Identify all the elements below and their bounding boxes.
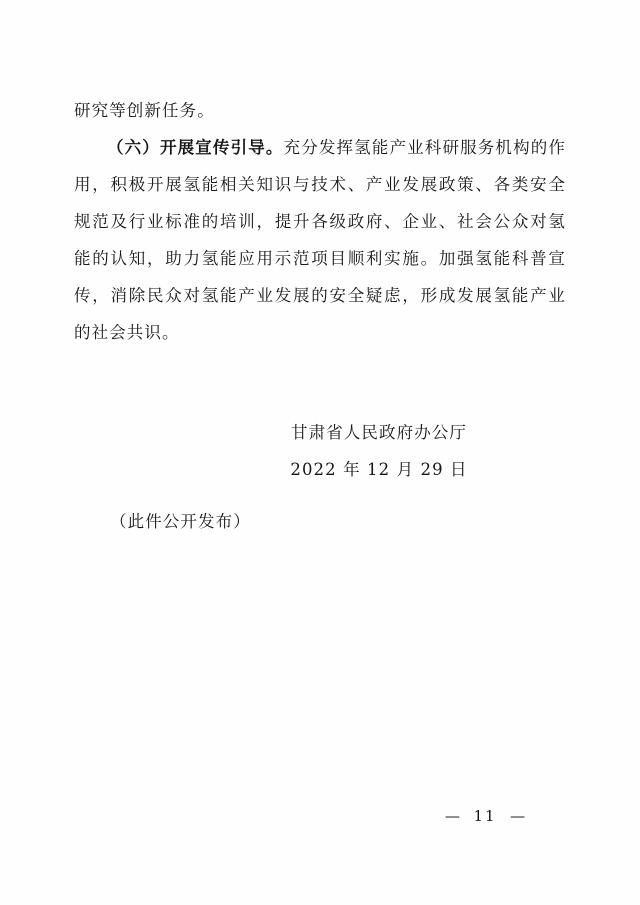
footer-dash-left: —	[444, 807, 460, 825]
footer-dash-right: —	[510, 807, 526, 825]
page-footer	[0, 806, 640, 825]
signature-issuer: 甘肃省人民政府办公厅	[291, 423, 467, 442]
signature-date: 2022 年 12 月 29 日	[290, 460, 468, 479]
publication-note-block	[74, 505, 566, 539]
paragraph-section-six	[74, 129, 566, 351]
section-six-heading: （六）开展宣传引导。	[107, 138, 284, 157]
paragraph-continued-text: 研究等创新任务。	[74, 101, 215, 120]
document-body	[74, 92, 566, 351]
publication-note: （此件公开发布）	[110, 512, 251, 531]
page-number-group	[115, 807, 525, 825]
footer-page-number: 11	[473, 807, 497, 825]
paragraph-continued	[74, 92, 566, 129]
section-six-text: 充分发挥氢能产业科研服务机构的作用，积极开展氢能相关知识与技术、产业发展政策、各类安全规范及行业标准的培训，提升各级政府、企业、社会公众对氢能的认知，助力氢能应用示范项目顺利实施。加强氢能科普宣传，消除民众对氢能产业发展的安全疑虑，形成发展氢能产业的社会共识。	[74, 138, 566, 342]
signature-block	[74, 414, 566, 488]
